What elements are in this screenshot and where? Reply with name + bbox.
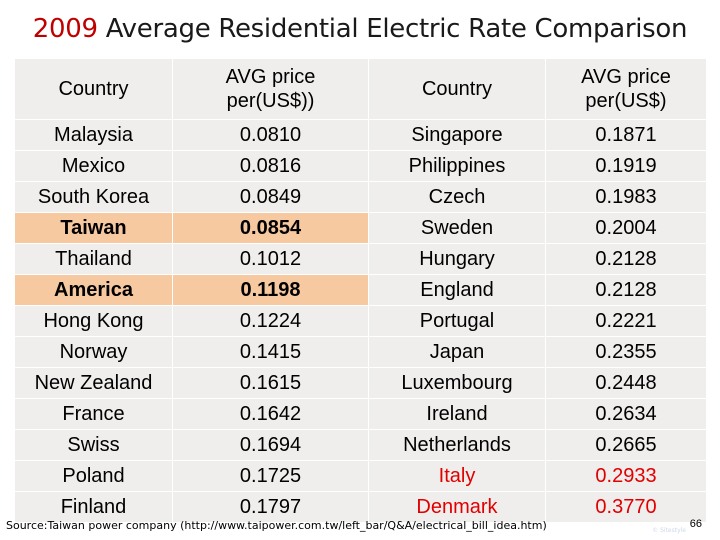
table-row	[15, 399, 707, 430]
country-cell-right: Italy	[369, 461, 546, 492]
title-year: 2009	[32, 14, 98, 44]
price-cell-left: 0.1725	[173, 461, 369, 492]
table-row	[15, 275, 707, 306]
price-cell-left: 0.1694	[173, 430, 369, 461]
header-row	[15, 59, 707, 120]
price-cell-right: 0.1919	[546, 151, 707, 182]
country-cell-right: Czech	[369, 182, 546, 213]
country-cell-right: Netherlands	[369, 430, 546, 461]
table-row	[15, 182, 707, 213]
country-cell-right: Japan	[369, 337, 546, 368]
country-cell-left: South Korea	[15, 182, 173, 213]
watermark: © Sitestyle	[652, 527, 686, 534]
header-price-left: AVG price per(US$))	[173, 59, 369, 120]
price-cell-left: 0.0849	[173, 182, 369, 213]
country-cell-left: Taiwan	[15, 213, 173, 244]
price-cell-right: 0.2355	[546, 337, 707, 368]
table-row	[15, 244, 707, 275]
price-cell-right: 0.2221	[546, 306, 707, 337]
price-cell-right: 0.2634	[546, 399, 707, 430]
price-cell-left: 0.1224	[173, 306, 369, 337]
price-cell-left: 0.0816	[173, 151, 369, 182]
country-cell-left: Finland	[15, 492, 173, 523]
country-cell-left: Mexico	[15, 151, 173, 182]
country-cell-right: Sweden	[369, 213, 546, 244]
price-cell-left: 0.1012	[173, 244, 369, 275]
country-cell-right: Portugal	[369, 306, 546, 337]
country-cell-left: Poland	[15, 461, 173, 492]
price-cell-right: 0.2004	[546, 213, 707, 244]
table-row	[15, 213, 707, 244]
table-body	[15, 120, 707, 523]
country-cell-right: Philippines	[369, 151, 546, 182]
price-cell-left: 0.1615	[173, 368, 369, 399]
country-cell-right: Denmark	[369, 492, 546, 523]
country-cell-left: Malaysia	[15, 120, 173, 151]
country-cell-left: New Zealand	[15, 368, 173, 399]
page-title	[0, 14, 720, 44]
source-note: Source:Taiwan power company (http://www.taipower.com.tw/left_bar/Q&A/electrical_bill_idea.htm)	[6, 519, 547, 532]
table-row	[15, 120, 707, 151]
country-cell-left: France	[15, 399, 173, 430]
price-cell-right: 0.2933	[546, 461, 707, 492]
country-cell-right: Ireland	[369, 399, 546, 430]
country-cell-left: Thailand	[15, 244, 173, 275]
table-row	[15, 151, 707, 182]
country-cell-left: America	[15, 275, 173, 306]
price-cell-right: 0.2128	[546, 275, 707, 306]
price-cell-left: 0.0854	[173, 213, 369, 244]
price-cell-left: 0.1415	[173, 337, 369, 368]
country-cell-left: Norway	[15, 337, 173, 368]
table-row	[15, 430, 707, 461]
price-cell-right: 0.2665	[546, 430, 707, 461]
country-cell-right: England	[369, 275, 546, 306]
country-cell-right: Singapore	[369, 120, 546, 151]
country-cell-right: Luxembourg	[369, 368, 546, 399]
table-row	[15, 306, 707, 337]
price-cell-left: 0.0810	[173, 120, 369, 151]
header-country-right: Country	[369, 59, 546, 120]
rate-table	[14, 58, 707, 523]
page-number: 66	[689, 518, 702, 530]
table-row	[15, 492, 707, 523]
table-row	[15, 368, 707, 399]
table-row	[15, 461, 707, 492]
price-cell-right: 0.2128	[546, 244, 707, 275]
price-cell-left: 0.1642	[173, 399, 369, 430]
price-cell-right: 0.1871	[546, 120, 707, 151]
price-cell-left: 0.1797	[173, 492, 369, 523]
price-cell-right: 0.3770	[546, 492, 707, 523]
title-text: Average Residential Electric Rate Comparison	[105, 14, 688, 44]
header-price-right: AVG price per(US$)	[546, 59, 707, 120]
header-country-left: Country	[15, 59, 173, 120]
price-cell-right: 0.2448	[546, 368, 707, 399]
price-cell-right: 0.1983	[546, 182, 707, 213]
country-cell-right: Hungary	[369, 244, 546, 275]
country-cell-left: Hong Kong	[15, 306, 173, 337]
price-cell-left: 0.1198	[173, 275, 369, 306]
country-cell-left: Swiss	[15, 430, 173, 461]
table-row	[15, 337, 707, 368]
